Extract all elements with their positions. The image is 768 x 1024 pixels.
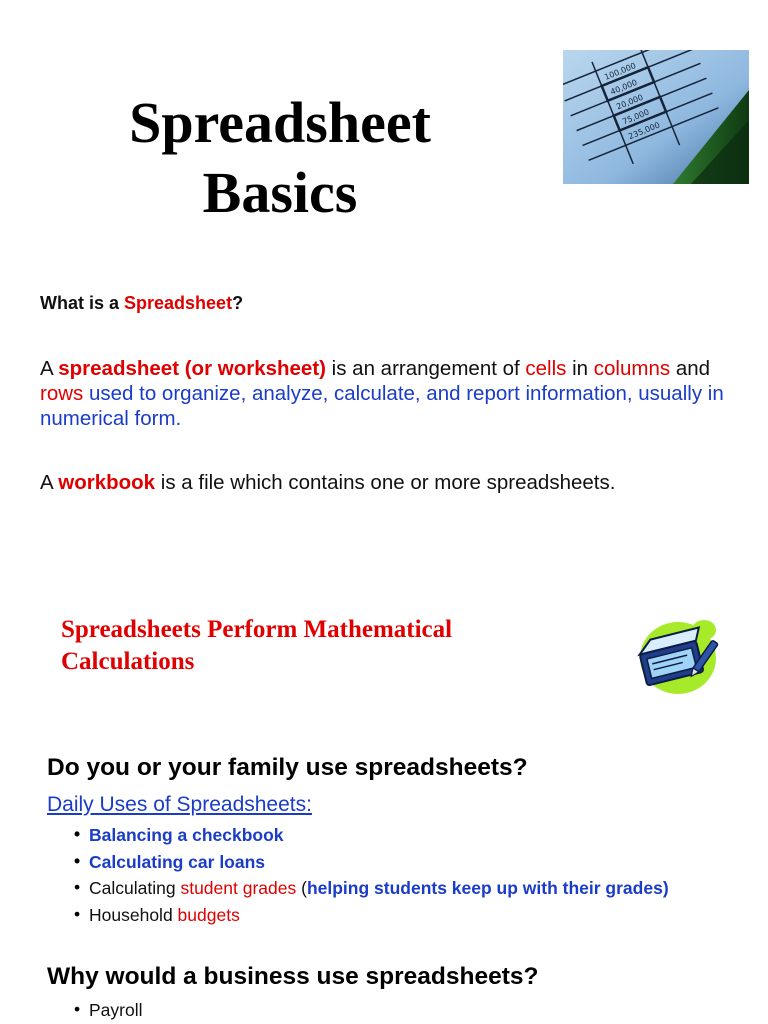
photo-cell-4: 75,000 <box>621 107 651 127</box>
list-item: • Payroll <box>74 997 143 1024</box>
photo-cell-2: 40,000 <box>609 77 639 97</box>
title-line-2: Basics <box>202 160 358 225</box>
spreadsheet-photo <box>563 50 749 184</box>
photo-cell-3: 20,000 <box>615 92 645 112</box>
list-item: • Household budgets <box>74 902 669 929</box>
title-line-1: Spreadsheet <box>129 90 431 155</box>
list-item: • Calculating car loans <box>74 849 669 876</box>
daily-uses-link[interactable]: Daily Uses of Spreadsheets: <box>47 793 312 816</box>
question-heading: What is a Spreadsheet? <box>40 293 244 313</box>
photo-cell-1: 100,000 <box>603 61 638 82</box>
list-item: • Balancing a checkbook <box>74 822 669 849</box>
photo-cell-5: 235,000 <box>627 120 662 142</box>
list-item: • Calculating student grades (helping students keep up with their grades) <box>74 875 669 902</box>
page-title <box>80 88 480 228</box>
family-heading: Do you or your family use spreadsheets? <box>47 754 528 781</box>
workbook-paragraph: A workbook is a file which contains one or more spreadsheets. <box>40 471 616 494</box>
checkbook-pen-icon <box>632 614 722 700</box>
definition-paragraph: A spreadsheet (or worksheet) is an arrangement of cells in columns and rows used to organize, analyze, calculate, and report information, usually in numerical form. <box>40 357 724 430</box>
daily-uses-list <box>74 822 669 928</box>
section-title: Spreadsheets Perform Mathematical Calculations <box>61 616 453 675</box>
business-heading: Why would a business use spreadsheets? <box>47 963 539 990</box>
business-uses-list <box>74 997 143 1024</box>
